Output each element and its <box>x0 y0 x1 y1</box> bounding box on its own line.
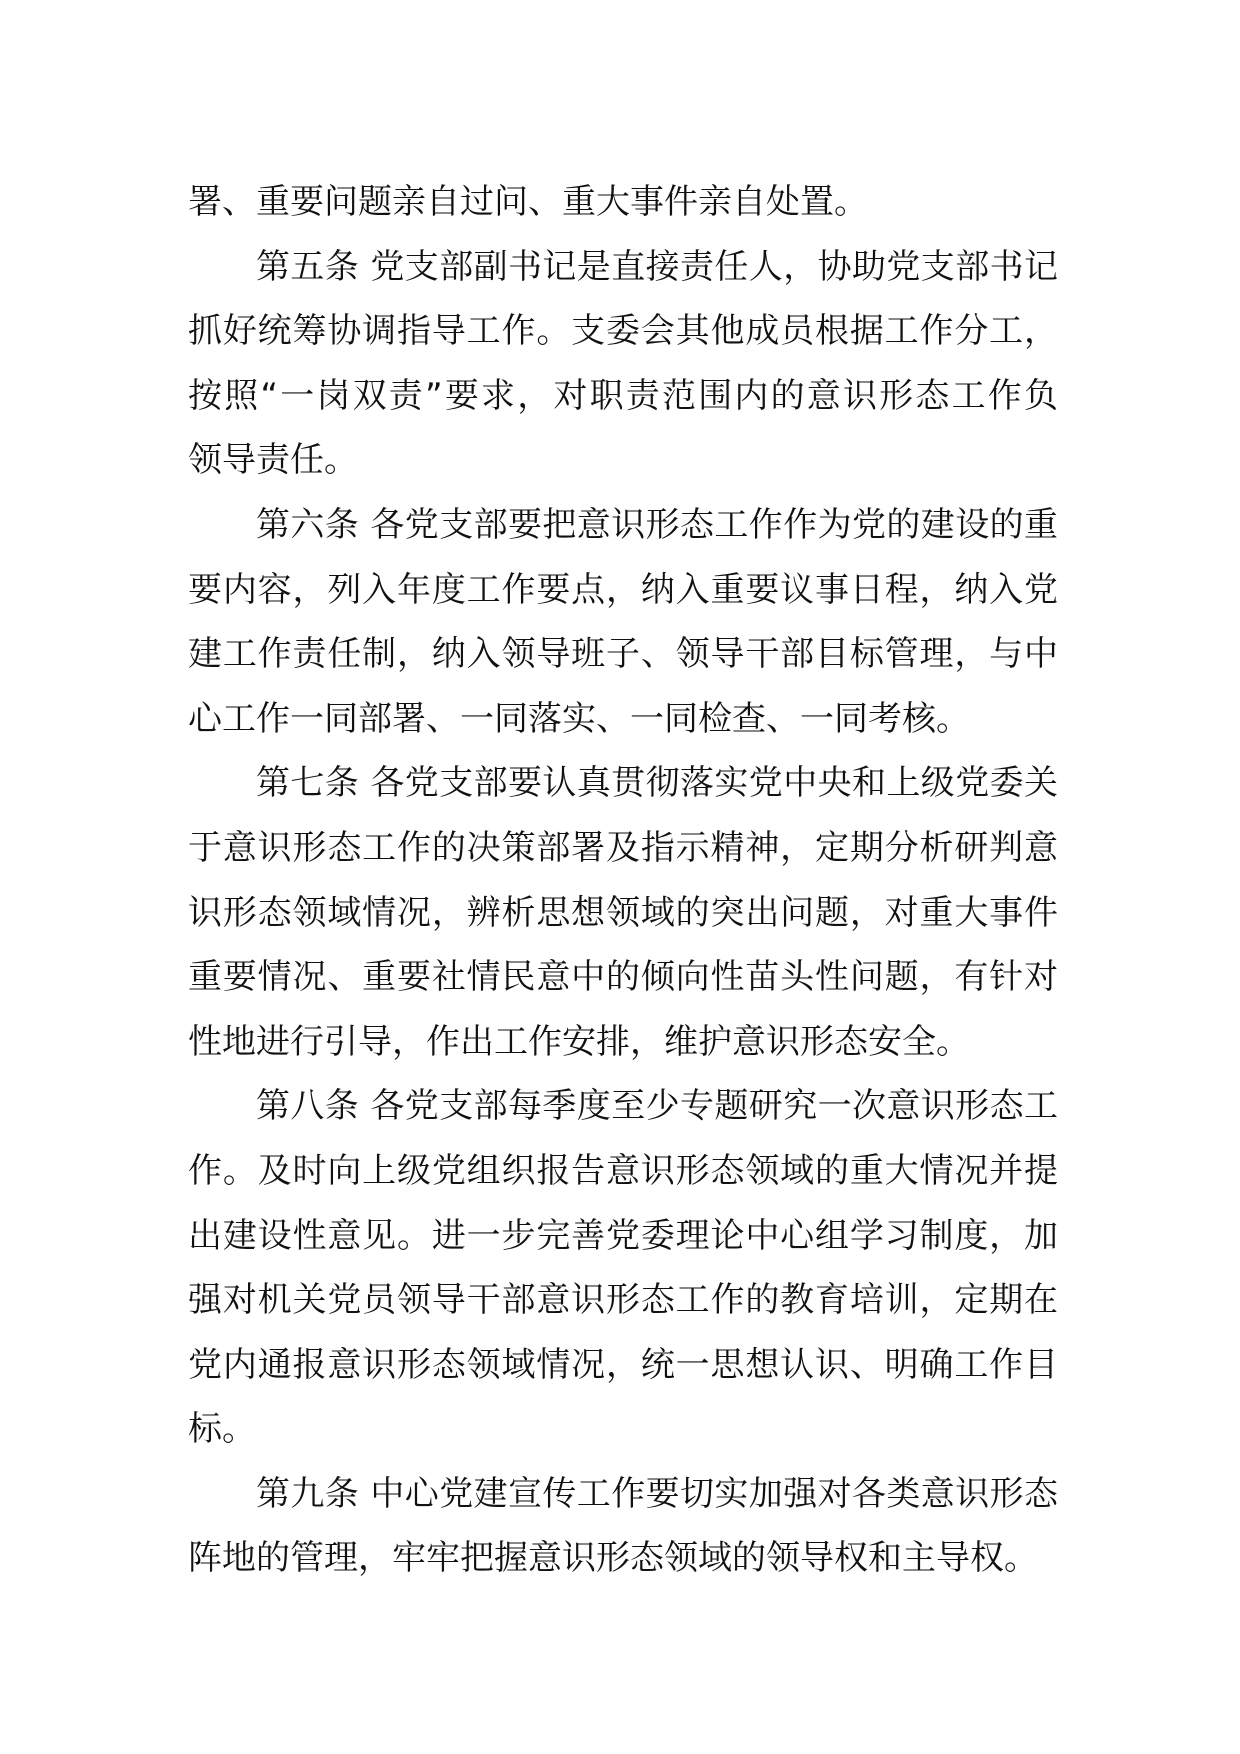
paragraph-article-6 <box>188 493 1058 751</box>
text-line: 心工作一同部署、一同落实、一同检查、一同考核。 <box>188 698 970 739</box>
text-line: 性地进行引导，作出工作安排，维护意识形态安全。 <box>188 1021 970 1062</box>
text-line: 按照“一岗双责”要求，对职责范围内的意识形态工作负 <box>188 375 1058 416</box>
text-line: 出建设性意见。进一步完善党委理论中心组学习制度，加 <box>188 1215 1058 1256</box>
text-line: 要内容，列入年度工作要点，纳入重要议事日程，纳入党 <box>188 569 1058 610</box>
paragraph-article-5 <box>188 235 1058 493</box>
paragraph-article-8 <box>188 1074 1058 1462</box>
text-line: 于意识形态工作的决策部署及指示精神，定期分析研判意 <box>188 827 1058 868</box>
paragraph-article-9 <box>188 1462 1058 1591</box>
text-line: 识形态领域情况，辨析思想领域的突出问题，对重大事件 <box>188 892 1058 933</box>
text-line: 党内通报意识形态领域情况，统一思想认识、明确工作目 <box>188 1344 1058 1385</box>
document-body <box>188 170 1058 1591</box>
text-line: 建工作责任制，纳入领导班子、领导干部目标管理，与中 <box>188 634 1058 675</box>
text-line: 标。 <box>188 1409 256 1450</box>
text-line: 阵地的管理，牢牢把握意识形态领域的领导权和主导权。 <box>188 1538 1038 1579</box>
text-line: 第八条 各党支部每季度至少专题研究一次意识形态工 <box>256 1086 1058 1127</box>
text-line: 抓好统筹协调指导工作。支委会其他成员根据工作分工， <box>188 311 1058 352</box>
paragraph-continuation <box>188 170 1058 235</box>
text-line: 重要情况、重要社情民意中的倾向性苗头性问题，有针对 <box>188 957 1058 998</box>
text-line: 第六条 各党支部要把意识形态工作作为党的建设的重 <box>256 504 1058 545</box>
text-line: 第九条 中心党建宣传工作要切实加强对各类意识形态 <box>256 1473 1058 1514</box>
paragraph-article-7 <box>188 751 1058 1074</box>
text-line: 强对机关党员领导干部意识形态工作的教育培训，定期在 <box>188 1280 1058 1321</box>
text-line: 第五条 党支部副书记是直接责任人，协助党支部书记 <box>256 246 1058 287</box>
text-line: 领导责任。 <box>188 440 358 481</box>
text-line: 第七条 各党支部要认真贯彻落实党中央和上级党委关 <box>256 763 1058 804</box>
text-line: 署、重要问题亲自过问、重大事件亲自处置。 <box>188 182 868 222</box>
text-line: 作。及时向上级党组织报告意识形态领域的重大情况并提 <box>188 1150 1058 1191</box>
